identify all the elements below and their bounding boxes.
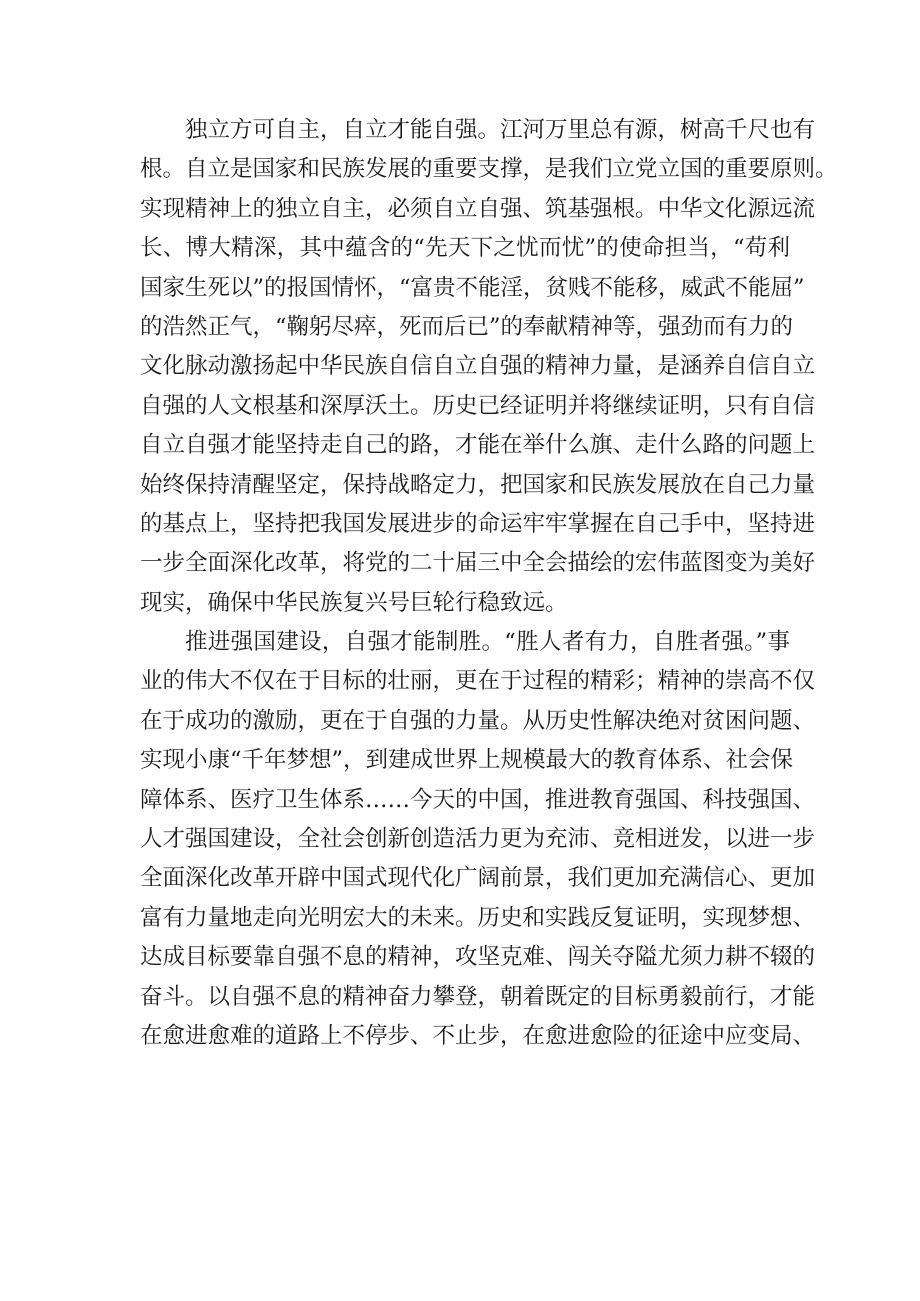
- text-line: 长、博大精深，其中蕴含的“先天下之忧而忧”的使命担当，“苟利: [140, 235, 790, 262]
- text-line: 实现小康“千年梦想”，到建成世界上规模最大的教育体系、社会保: [140, 747, 794, 774]
- text-line: 自强的人文根基和深厚沃土。历史已经证明并将继续证明，只有自信: [140, 392, 816, 419]
- article-body: [140, 111, 838, 1056]
- text-line: 始终保持清醒坚定，保持战略定力，把国家和民族发展放在自己力量: [140, 471, 816, 498]
- text-line: 富有力量地走向光明宏大的未来。历史和实践反复证明，实现梦想、: [140, 904, 816, 931]
- text-line: 全面深化改革开辟中国式现代化广阔前景，我们更加充满信心、更加: [140, 865, 816, 892]
- text-line: 一步全面深化改革，将党的二十届三中全会描绘的宏伟蓝图变为美好: [140, 550, 816, 577]
- paragraph-1: [140, 111, 838, 623]
- text-line: 在愈进愈难的道路上不停步、不止步，在愈进愈险的征途中应变局、: [140, 1022, 816, 1049]
- text-line: 障体系、医疗卫生体系……今天的中国，推进教育强国、科技强国、: [140, 786, 816, 813]
- text-line: 的基点上，坚持把我国发展进步的命运牢牢掌握在自己手中，坚持进: [140, 510, 816, 537]
- text-line: 独立方可自主，自立才能自强。江河万里总有源，树高千尺也有: [185, 117, 816, 143]
- text-line: 自立自强才能坚持走自己的路，才能在举什么旗、走什么路的问题上: [140, 432, 816, 459]
- text-line: 实现精神上的独立自主，必须自立自强、筑基强根。中华文化源远流: [140, 195, 816, 222]
- text-line: 根。自立是国家和民族发展的重要支撑，是我们立党立国的重要原则。: [140, 156, 838, 183]
- text-line: 文化脉动激扬起中华民族自信自立自强的精神力量，是涵养自信自立: [140, 353, 816, 380]
- text-line: 在于成功的激励，更在于自强的力量。从历史性解决绝对贫困问题、: [140, 707, 816, 734]
- text-line: 的浩然正气，“鞠躬尽瘁，死而后已”的奉献精神等，强劲而有力的: [140, 313, 794, 340]
- text-line: 国家生死以”的报国情怀，“富贵不能淫，贫贱不能移，威武不能屈”: [140, 274, 805, 301]
- text-line: 达成目标要靠自强不息的精神，攻坚克难、闯关夺隘尤须力耕不辍的: [140, 944, 816, 971]
- paragraph-2: [140, 623, 816, 1056]
- text-line: 人才强国建设，全社会创新创造活力更为充沛、竞相迸发，以进一步: [140, 826, 816, 853]
- text-line: 推进强国建设，自强才能制胜。“胜人者有力，自胜者强。”事: [185, 629, 790, 656]
- text-line: 业的伟大不仅在于目标的壮丽，更在于过程的精彩；精神的崇高不仅: [140, 668, 816, 695]
- text-line: 现实，确保中华民族复兴号巨轮行稳致远。: [140, 589, 568, 616]
- text-line: 奋斗。以自强不息的精神奋力攀登，朝着既定的目标勇毅前行，才能: [140, 983, 816, 1010]
